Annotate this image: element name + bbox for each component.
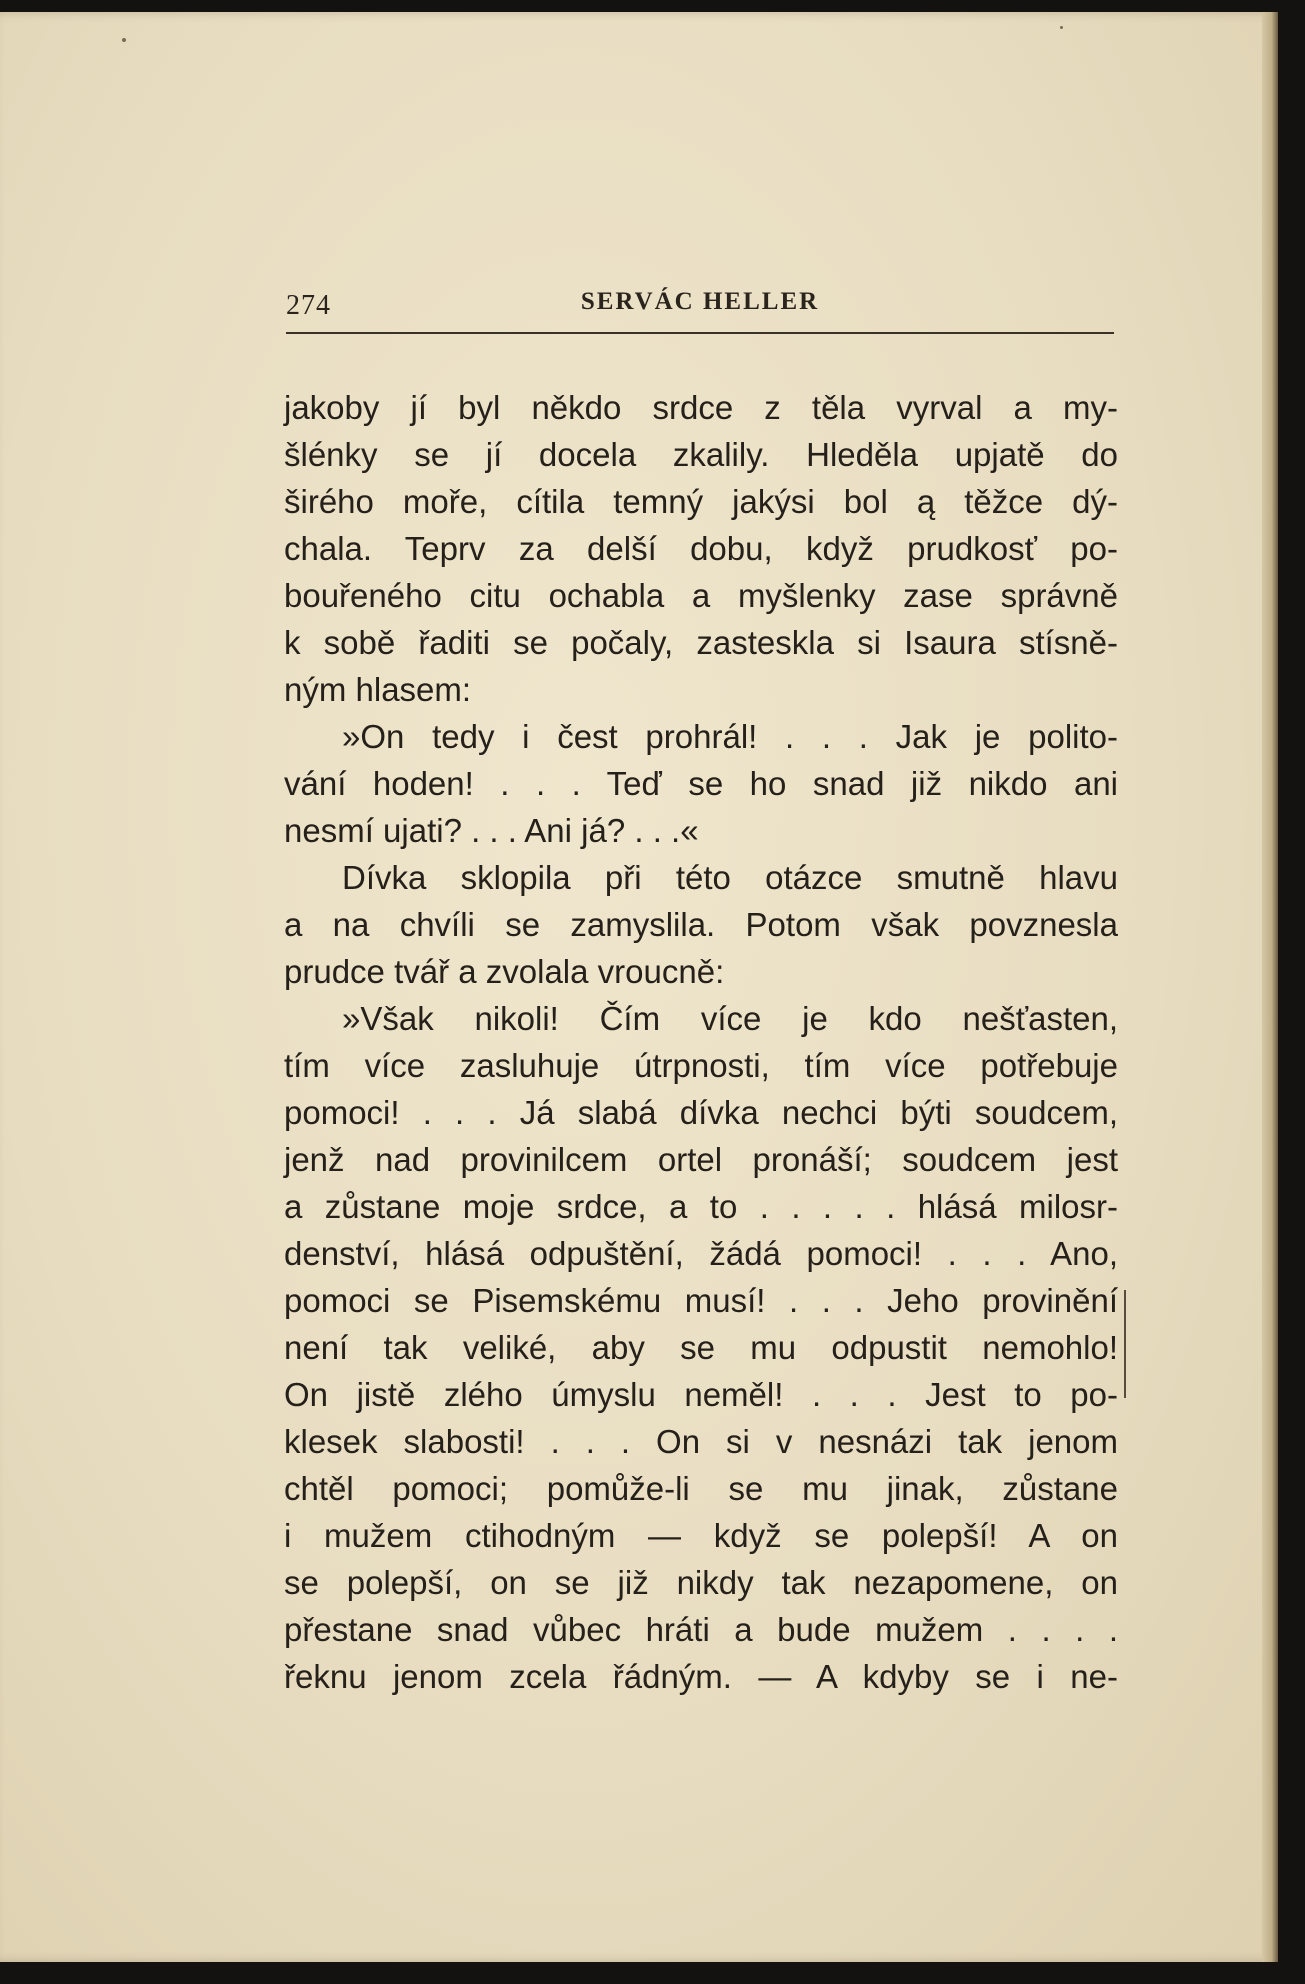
text-line: řeknu jenom zcela řádným. — A kdyby se i ne- <box>284 1658 1118 1695</box>
running-title: SERVÁC HELLER <box>580 288 820 315</box>
paper-speck <box>1060 26 1063 29</box>
text-line: On jistě zlého úmyslu neměl! . . . Jest to po- <box>284 1376 1118 1413</box>
paper-speck <box>122 38 126 42</box>
text-line: bouřeného citu ochabla a myšlenky zase správně <box>284 577 1118 614</box>
page-edge <box>1262 12 1278 1962</box>
text-line: Dívka sklopila při této otázce smutně hlavu <box>342 859 1118 896</box>
text-line: není tak veliké, aby se mu odpustit nemohlo! <box>284 1329 1118 1366</box>
page-number: 274 <box>286 290 331 321</box>
text-line: i mužem ctihodným — když se polepší! A on <box>284 1517 1118 1554</box>
text-line: k sobě řaditi se počaly, zasteskla si Isaura stísně- <box>284 624 1118 661</box>
text-line: chtěl pomoci; pomůže-li se mu jinak, zůstane <box>284 1470 1118 1507</box>
text-line: ným hlasem: <box>284 671 472 708</box>
text-line: a na chvíli se zamyslila. Potom však povznesla <box>284 906 1118 943</box>
text-line: jenž nad provinilcem ortel pronáší; soudcem jest <box>284 1141 1118 1178</box>
text-line: pomoci! . . . Já slabá dívka nechci býti soudcem, <box>284 1094 1118 1131</box>
text-line: klesek slabosti! . . . On si v nesnázi tak jenom <box>284 1423 1118 1460</box>
page-header <box>286 282 1114 334</box>
text-line: prudce tvář a zvolala vroucně: <box>284 953 725 990</box>
text-line: chala. Teprv za delší dobu, když prudkosť po- <box>284 530 1118 567</box>
text-line: pomoci se Pisemskému musí! . . . Jeho provinění <box>284 1282 1118 1319</box>
text-line: se polepší, on se již nikdy tak nezapomene, on <box>284 1564 1118 1601</box>
body-text <box>284 384 1118 1700</box>
text-line: širého moře, cítila temný jakýsi bol ą těžce dý- <box>284 483 1118 520</box>
text-line: »Však nikoli! Čím více je kdo nešťasten, <box>342 1000 1118 1037</box>
text-line: jakoby jí byl někdo srdce z těla vyrval a my- <box>284 389 1118 426</box>
text-line: vání hoden! . . . Teď se ho snad již nikdo ani <box>284 765 1118 802</box>
text-line: tím více zasluhuje útrpnosti, tím více potřebuje <box>284 1047 1118 1084</box>
text-line: nesmí ujati? . . . Ani já? . . .« <box>284 812 699 849</box>
text-line: a zůstane moje srdce, a to . . . . . hlásá milosr- <box>284 1188 1118 1225</box>
text-line: »On tedy i čest prohrál! . . . Jak je polito- <box>342 718 1118 755</box>
text-line: přestane snad vůbec hráti a bude mužem . . . . <box>284 1611 1118 1648</box>
text-line: šlénky se jí docela zkalily. Hleděla upjatě do <box>284 436 1118 473</box>
margin-pencil-mark <box>1124 1290 1126 1398</box>
text-line: denství, hlásá odpuštění, žádá pomoci! . . . Ano, <box>284 1235 1118 1272</box>
